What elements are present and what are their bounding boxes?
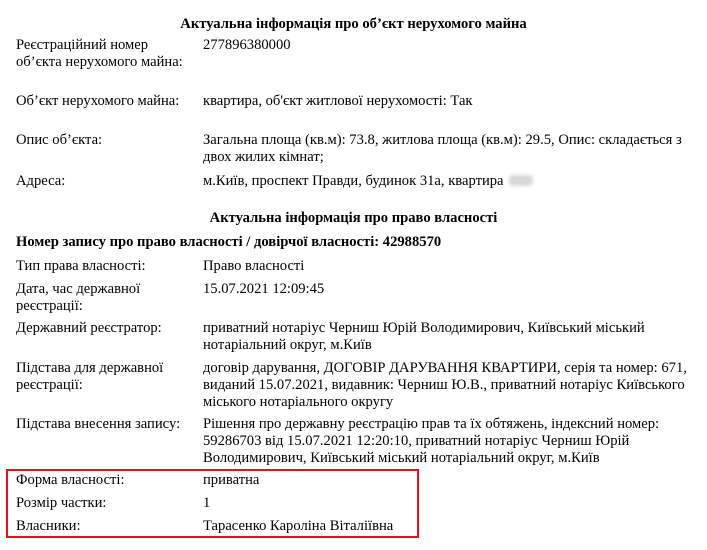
owners-value: Тарасенко Кароліна Віталіївна: [203, 518, 394, 534]
owners-label: Власники:: [16, 518, 81, 534]
object-label: Об’єкт нерухомого майна:: [16, 93, 180, 109]
registration-basis-value: договір дарування, ДОГОВІР ДАРУВАННЯ КВАРТИРИ, серія та номер: 671, виданий 15.07.2021, видавник: Черниш Ю.В., приватний нотаріус Київського міського нотаріального округу: [203, 360, 687, 410]
record-number-heading: Номер запису про право власності / довірчої власності: 42988570: [16, 234, 442, 250]
reg-number-label: Реєстраційний номер об’єкта нерухомого майна:: [16, 37, 183, 70]
ownership-form-label: Форма власності:: [16, 472, 125, 488]
address-row: [203, 173, 693, 190]
registration-date-label: Дата, час державної реєстрації:: [16, 281, 141, 314]
registration-basis-label: Підстава для державної реєстрації:: [16, 360, 164, 393]
address-value: м.Київ, проспект Правди, будинок 31а, квартира: [203, 173, 504, 189]
object-value: квартира, об'єкт житлової нерухомості: Так: [203, 93, 473, 109]
ownership-type-value: Право власності: [203, 258, 305, 274]
description-label: Опис об’єкта:: [16, 132, 103, 148]
registration-date-value: 15.07.2021 12:09:45: [203, 281, 325, 297]
ownership-type-label: Тип права власності:: [16, 258, 146, 274]
reg-number-value: 277896380000: [203, 37, 291, 53]
share-size-label: Розмір частки:: [16, 495, 107, 511]
highlight-box: [6, 469, 419, 538]
rights-section-heading: Актуальна інформація про право власності: [209, 210, 498, 226]
description-value: Загальна площа (кв.м): 73.8, житлова площа (кв.м): 29.5, Опис: складається з двох жилих кімнат;: [203, 132, 682, 165]
ownership-form-value: приватна: [203, 472, 260, 488]
address-label: Адреса:: [16, 173, 66, 189]
redacted-apartment-number: [509, 175, 533, 186]
registrar-label: Державний реєстратор:: [16, 320, 162, 336]
entry-basis-value: Рішення про державну реєстрацію прав та їх обтяжень, індексний номер: 59286703 від 15.07.2021 12:20:10, приватний нотаріус Черниш Юрій Володимирович, Київський міський нотаріальний округ, м.Київ: [203, 416, 660, 466]
property-section-heading: Актуальна інформація про об’єкт нерухомого майна: [180, 16, 527, 32]
entry-basis-label: Підстава внесення запису:: [16, 416, 181, 432]
share-size-value: 1: [203, 495, 211, 511]
registrar-value: приватний нотаріус Черниш Юрій Володимирович, Київський міський нотаріальний округ, м.Київ: [203, 320, 645, 353]
